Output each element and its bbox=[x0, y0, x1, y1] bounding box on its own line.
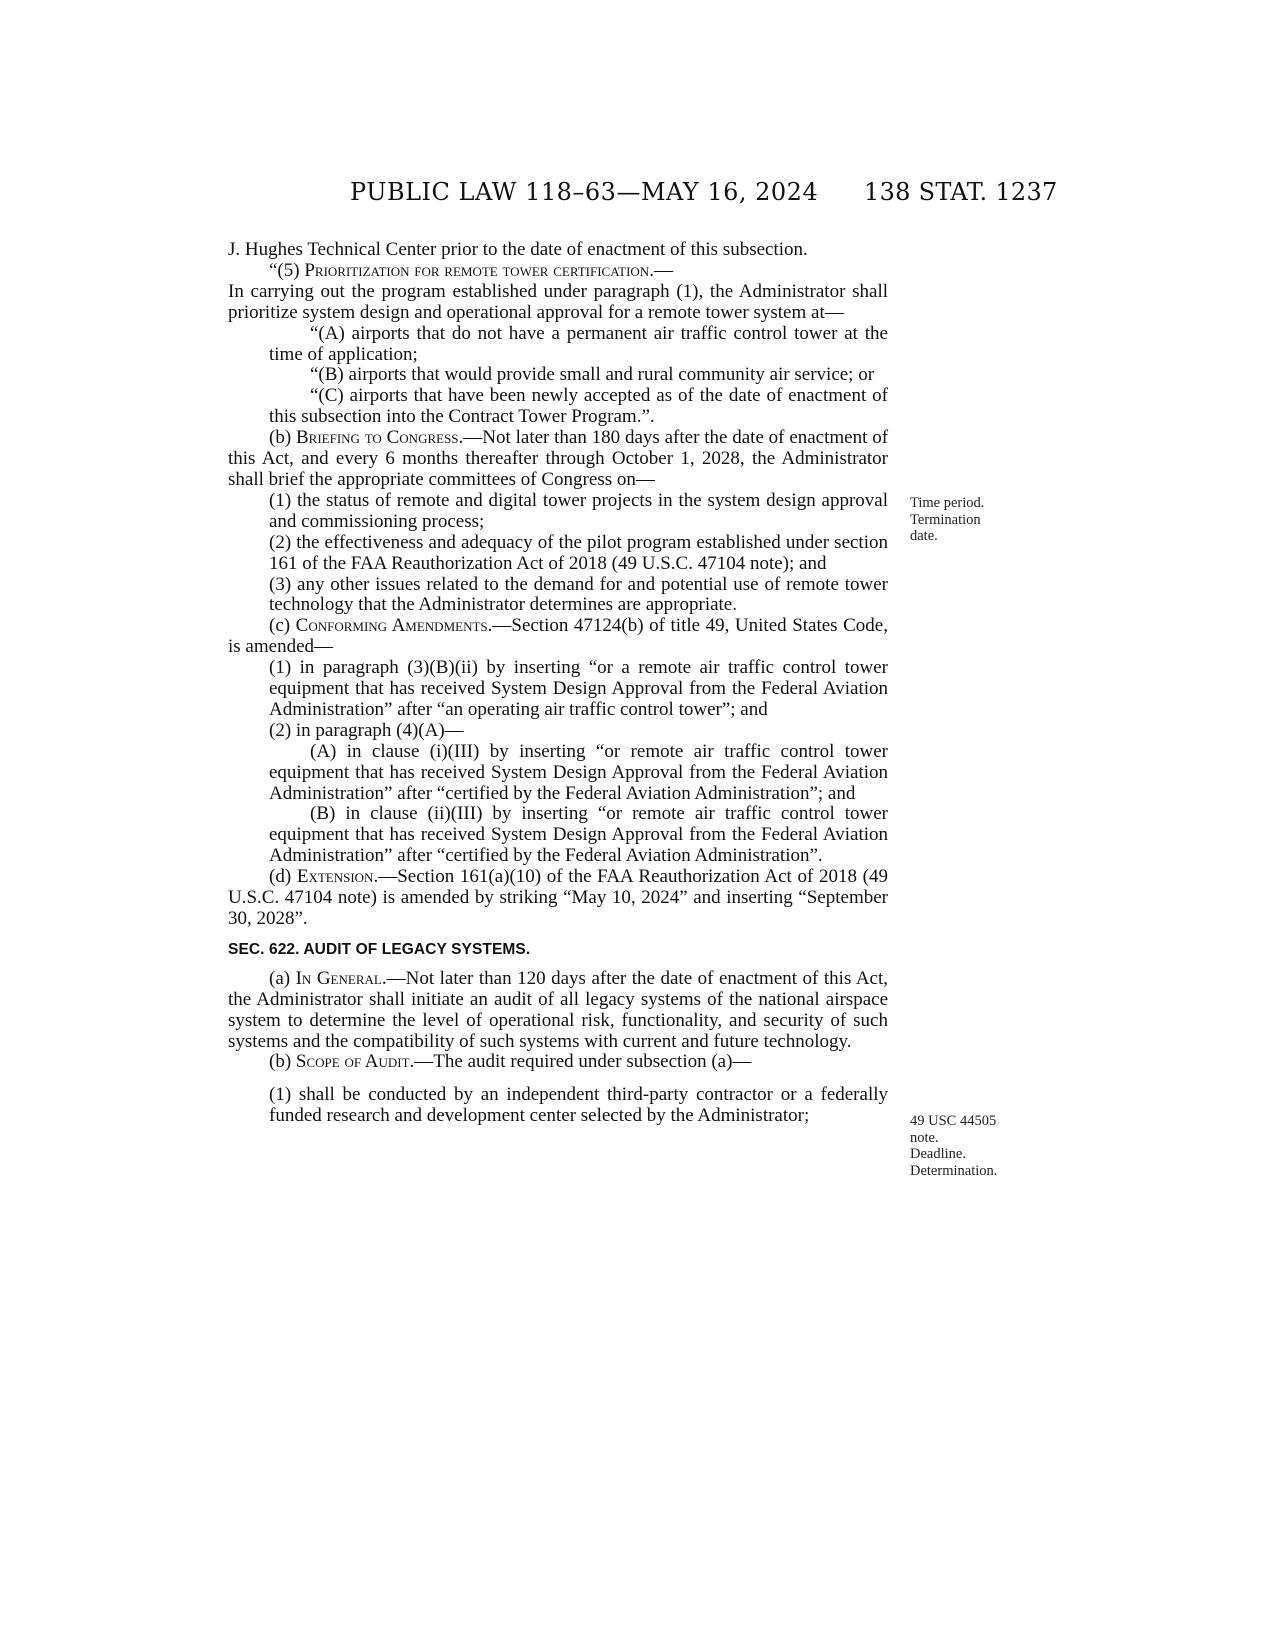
subsection-d bbox=[228, 867, 888, 930]
subsection-d-heading: Extension. bbox=[296, 866, 379, 888]
paragraph-continuation: J. Hughes Technical Center prior to the date of enactment of this subsection. bbox=[228, 239, 808, 260]
paragraph-5-title: “(5) Prioritization for remote tower certification.— bbox=[269, 259, 673, 281]
margin-note-line: date. bbox=[910, 528, 938, 544]
section-622-b-text: —The audit required under subsection (a)— bbox=[414, 1051, 752, 1073]
section-622-heading: SEC. 622. AUDIT OF LEGACY SYSTEMS. bbox=[228, 940, 531, 958]
subparagraph-b: “(B) airports that would provide small and rural community air service; or bbox=[310, 364, 875, 386]
section-622-b-label: (b) bbox=[269, 1051, 296, 1073]
margin-note-line: Determination. bbox=[910, 1162, 998, 1179]
item-c2b: (B) in clause (ii)(III) by inserting “or remote air traffic control tower equipment that has received System Design Approval from the Federal Aviation Administration” after “certified by the Federal Aviation Administration”. bbox=[269, 803, 888, 867]
section-622-b bbox=[228, 1052, 888, 1073]
item-b1: (1) the status of remote and digital tower projects in the system design approval and commissioning process; bbox=[269, 489, 888, 532]
subsection-b-label: (b) bbox=[269, 427, 296, 449]
margin-note-time-period bbox=[910, 495, 1050, 545]
margin-note-line: Deadline. bbox=[910, 1146, 966, 1162]
margin-note-line: Termination bbox=[910, 511, 981, 528]
section-622-a-label: (a) bbox=[269, 967, 296, 989]
subsection-b bbox=[228, 428, 888, 491]
subsection-c bbox=[228, 616, 888, 658]
paragraph-5-text: In carrying out the program established under paragraph (1), the Administrator shall prioritize system design and operational approval for a remote tower system at— bbox=[228, 280, 888, 323]
running-head: PUBLIC LAW 118–63—MAY 16, 2024 bbox=[350, 178, 819, 206]
subsection-d-text: —Section 161(a)(10) of the FAA Reauthorization Act of 2018 (49 U.S.C. 47104 note) is amended by striking “May 10, 2024” and inserting “September 30, 2028”. bbox=[228, 866, 889, 929]
item-c2a: (A) in clause (i)(III) by inserting “or remote air traffic control tower equipment that has received System Design Approval from the Federal Aviation Administration” after “certified by the Federal Aviation Administration”; and bbox=[269, 740, 888, 804]
section-622-a bbox=[228, 969, 888, 1053]
section-622-a-heading: In General. bbox=[295, 967, 387, 989]
subsection-b-heading: Briefing to Congress. bbox=[295, 427, 464, 449]
margin-note-line: 49 USC 44505 bbox=[910, 1113, 997, 1129]
subsection-c-text: —Section 47124(b) of title 49, United States Code, is amended— bbox=[228, 615, 888, 658]
subsection-d-label: (d) bbox=[269, 866, 297, 888]
subsection-c-heading: Conforming Amendments. bbox=[295, 615, 493, 637]
subparagraph-c: “(C) airports that have been newly accepted as of the date of enactment of this subsection into the Contract Tower Program.”. bbox=[269, 385, 888, 428]
section-622-a-text: —Not later than 120 days after the date of enactment of this Act, the Administrator shall initiate an audit of all legacy systems of the national airspace system to determine the level of operational risk, functionality, and security of such systems and the compatibility of such systems with current and future technology. bbox=[228, 967, 888, 1052]
subsection-b-text: —Not later than 180 days after the date of enactment of this Act, and every 6 months thereafter through October 1, 2028, the Administrator shall brief the appropriate committees of Congress on— bbox=[228, 427, 889, 490]
margin-note-usc bbox=[910, 1113, 1050, 1179]
section-622-b-heading: Scope of Audit. bbox=[295, 1051, 415, 1073]
document-body bbox=[228, 240, 888, 1127]
item-622-b1: (1) shall be conducted by an independent third-party contractor or a federally funded research and development center selected by the Administrator; bbox=[269, 1084, 888, 1127]
subsection-c-label: (c) bbox=[269, 615, 296, 637]
subparagraph-a: “(A) airports that do not have a permanent air traffic control tower at the time of application; bbox=[269, 322, 888, 365]
item-c2: (2) in paragraph (4)(A)— bbox=[269, 719, 464, 741]
margin-note-line: note. bbox=[910, 1129, 939, 1146]
paragraph-5-heading bbox=[228, 261, 888, 282]
page-number: 138 STAT. 1237 bbox=[864, 178, 1058, 206]
item-b3: (3) any other issues related to the demand for and potential use of remote tower technology that the Administrator determines are appropriate. bbox=[269, 573, 888, 616]
item-b2: (2) the effectiveness and adequacy of the pilot program established under section 161 of the FAA Reauthorization Act of 2018 (49 U.S.C. 47104 note); and bbox=[269, 531, 888, 574]
item-c1: (1) in paragraph (3)(B)(ii) by inserting “or a remote air traffic control tower equipment that has received System Design Approval from the Federal Aviation Administration” after “an operating air traffic control tower”; and bbox=[269, 657, 888, 720]
margin-note-line: Time period. bbox=[910, 495, 985, 511]
page-header bbox=[0, 178, 1275, 218]
